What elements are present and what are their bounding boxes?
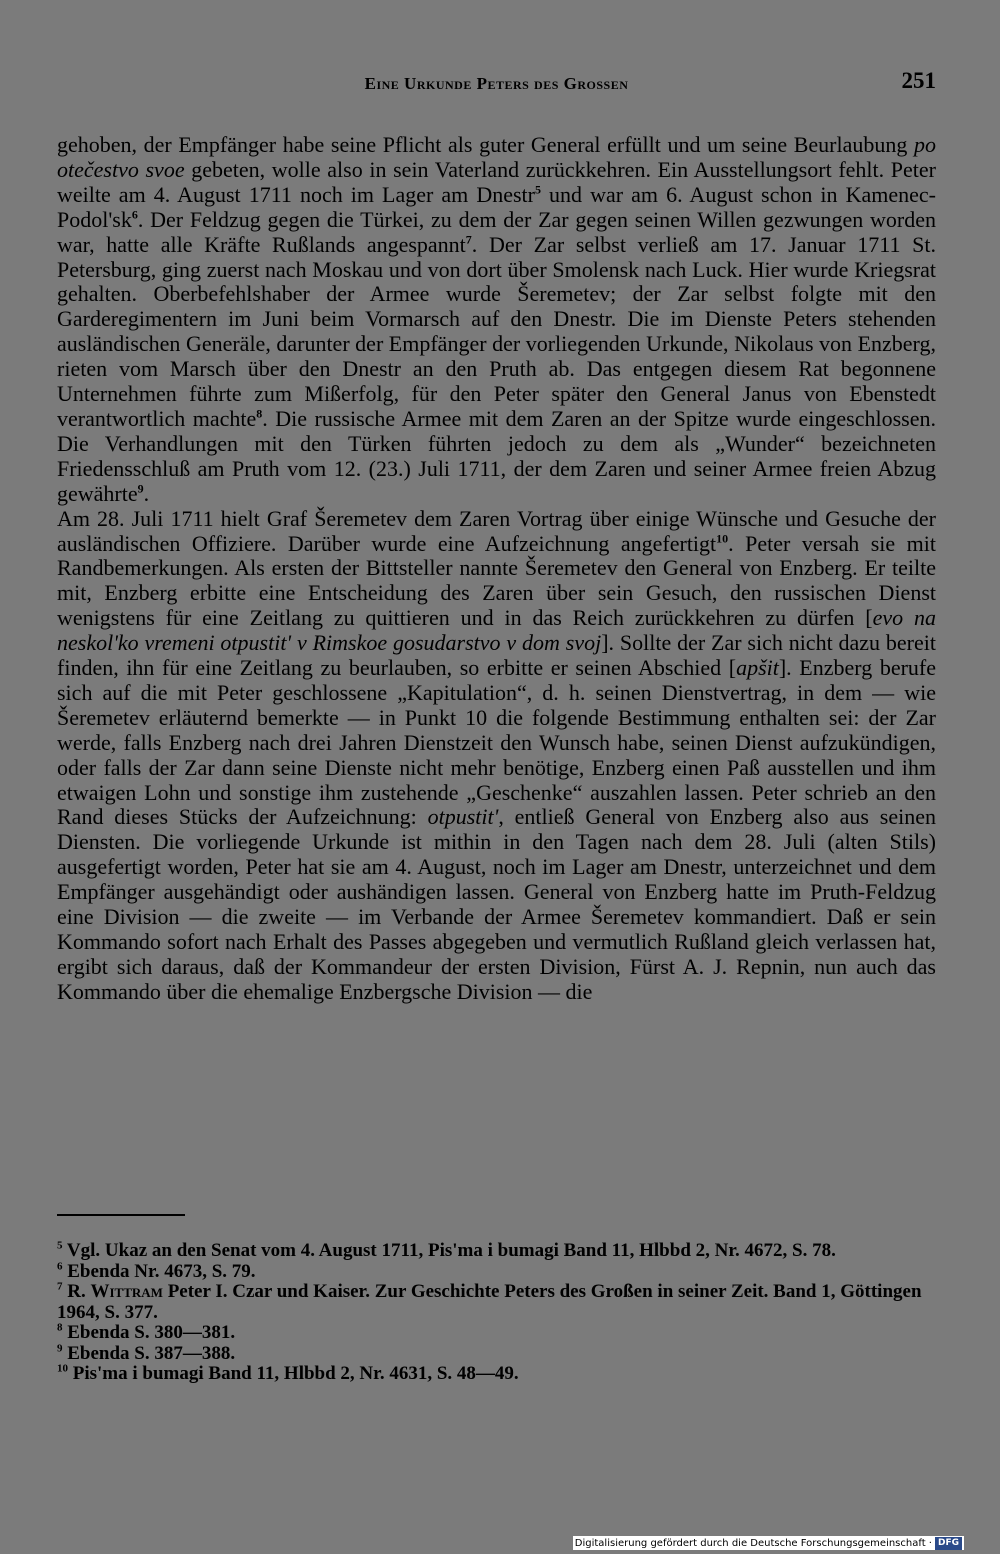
running-header — [57, 66, 936, 100]
page-number: 251 — [901, 68, 936, 93]
footnote-number: 10 — [57, 1362, 68, 1375]
paragraph — [57, 133, 936, 507]
footnote-reference: 5 — [535, 182, 541, 197]
digitization-credit — [573, 1536, 964, 1550]
footnote-text: Vgl. Ukaz an den Senat vom 4. August 1711, Pis'ma i bumagi Band 11, Hlbbd 2, Nr. 4672, S. 78. — [62, 1240, 836, 1261]
footnote-text: Ebenda S. 380—381. — [62, 1322, 236, 1343]
footnote — [57, 1241, 936, 1262]
text-run: ]. Enzberg berufe sich auf die mit Peter geschlossene „Kapitulation“, d. h. seinen Dienstvertrag, in dem — wie Šeremetev erläuternd bemerkte — in Punkt 10 die folgende Bestimmung enthalten sei: der Zar werde, falls Enzberg nach drei Jahren Dienstzeit den Wunsch habe, seinen Dienst aufzukündigen, oder falls der Zar dann seine Dienste nicht mehr benötige, Enzberg einen Paß ausstellen und ihm etwaigen Lohn und sonstige ihm zustehende „Geschenke“ auszahlen lassen. Peter schrieb an den Rand dieses Stücks der Aufzeichnung: — [57, 655, 936, 830]
text-run: gehoben, der Empfänger habe seine Pflicht als guter General erfüllt und um seine Beurlaubung — [57, 132, 914, 157]
footnote-number: 6 — [57, 1260, 63, 1273]
italic-text: otpustit' — [427, 804, 499, 830]
text-run: . Peter versah sie mit Randbemerkungen. Als ersten der Bittsteller nannte Šeremetev den General von Enzberg. Er teilte mit, Enzberg erbitte eine Entscheidung des Zaren über sein Gesuch, den russischen Dienst wenigstens für eine Zeitlang zu quittieren und in das Reich zurückkehren zu dürfen [ — [57, 530, 936, 631]
footnote-reference: 6 — [131, 207, 138, 222]
footnote-text: R. — [62, 1281, 91, 1302]
footnote — [57, 1323, 936, 1344]
footnote — [57, 1344, 936, 1365]
running-title: Eine Urkunde Peters des Grossen — [364, 74, 629, 93]
footnote-reference: 7 — [465, 232, 472, 247]
text-run: , entließ General von Enzberg also aus seinen Diensten. Die vorliegende Urkunde ist mithin in den Tagen nach dem 28. Juli (alten Stils) ausgefertigt worden, Peter hat sie am 4. August, noch im Lager am Dnestr, unterzeichnet und dem Empfänger ausgehändigt oder aushändigen lassen. General von Enzberg hatte im Pruth-Feldzug eine Division — die zweite — im Verbande der Armee Šeremetev kommandiert. Daß er sein Kommando sofort nach Erhalt des Passes abgegeben und vermutlich Rußland gleich verlassen hat, ergibt sich daraus, daß der Kommandeur der ersten Division, Fürst A. J. Repnin, nun auch das Kommando über die ehemalige Enzbergsche Division — die — [57, 804, 936, 1004]
footnote — [57, 1364, 936, 1385]
footnote-text: Pis'ma i bumagi Band 11, Hlbbd 2, Nr. 4631, S. 48—49. — [68, 1363, 519, 1384]
footnote-reference: 9 — [137, 481, 144, 496]
footnote-number: 7 — [57, 1280, 63, 1293]
text-run: gebeten, wolle also in sein Vaterland zurückkehren. Ein Ausstellungsort fehlt. Peter weilte am 4. August 1711 noch im Lager am Dnestr — [57, 156, 936, 207]
text-run: . Der Zar selbst verließ am 17. Januar 1711 St. Petersburg, ging zuerst nach Moskau und von dort über Smolensk nach Luck. Hier wurde Kriegsrat gehalten. Oberbefehlshaber der Armee wurde Šeremetev; der Zar selbst folgte mit den Garderegimentern im Juni beim Vormarsch auf den Dnestr. Die im Dienste Peters stehenden ausländischen Generäle, darunter der Empfänger der vorliegenden Urkunde, Nikolaus von Enzberg, rieten vom Marsch über den Dnestr an den Pruth ab. Das entgegen diesem Rat begonnene Unternehmen führte zum Mißerfolg, für den Peter später den General Janus von Ebenstedt verantwortlich machte — [57, 231, 936, 431]
italic-text: evo na neskol'ko vremeni otpustit' v Rimskoe gosudarstvo v dom svoj — [57, 605, 937, 656]
author-name: Wittram — [90, 1281, 163, 1302]
footnote-text: Peter I. Czar und Kaiser. Zur Geschichte Peters des Großen in seiner Zeit. Band 1, Göttingen 1964, S. 377. — [57, 1281, 922, 1323]
footnote-number: 5 — [57, 1239, 63, 1252]
text-run: . Der Feldzug gegen die Türkei, zu dem der Zar gegen seinen Willen gezwungen worden war, hatte alle Kräfte Rußlands angespannt — [57, 206, 936, 257]
footnotes — [57, 1241, 936, 1385]
footnote-reference: 10 — [716, 531, 729, 546]
text-run: ]. Sollte der Zar sich nicht dazu bereit finden, ihn für eine Zeitlang zu beurlauben, so erbitte er seinen Abschied [ — [57, 630, 936, 681]
text-run: und war am 6. August schon in Kamenec-Podol'sk — [57, 181, 936, 232]
footnote-text: Ebenda S. 387—388. — [62, 1342, 236, 1364]
paragraph — [57, 507, 936, 1005]
footnote — [57, 1262, 936, 1283]
footnote — [57, 1282, 936, 1323]
footnote-reference: 8 — [256, 406, 263, 421]
body-text — [57, 133, 936, 1005]
footnote-text: Ebenda Nr. 4673, S. 79. — [62, 1260, 256, 1282]
credit-text: Digitalisierung gefördert durch die Deutsche Forschungsgemeinschaft · — [574, 1537, 932, 1549]
text-run: . — [143, 480, 150, 506]
italic-text: apšit — [736, 655, 779, 681]
dfg-logo: DFG — [935, 1537, 962, 1550]
footnote-number: 9 — [57, 1342, 63, 1355]
text-run: Am 28. Juli 1711 hielt Graf Šeremetev dem Zaren Vortrag über einige Wünsche und Gesuche der ausländischen Offiziere. Darüber wurde eine Aufzeichnung angefertigt — [57, 505, 936, 556]
footnote-number: 8 — [57, 1321, 63, 1334]
text-run: . Die russische Armee mit dem Zaren an der Spitze wurde eingeschlossen. Die Verhandlungen mit den Türken führten jedoch zu dem als „Wunder“ bezeichneten Friedensschluß am Pruth vom 12. (23.) Juli 1711, der dem Zaren und seiner Armee freien Abzug gewährte — [57, 405, 936, 506]
footnote-divider — [57, 1214, 185, 1216]
italic-text: po otečestvo svoe — [57, 132, 936, 182]
